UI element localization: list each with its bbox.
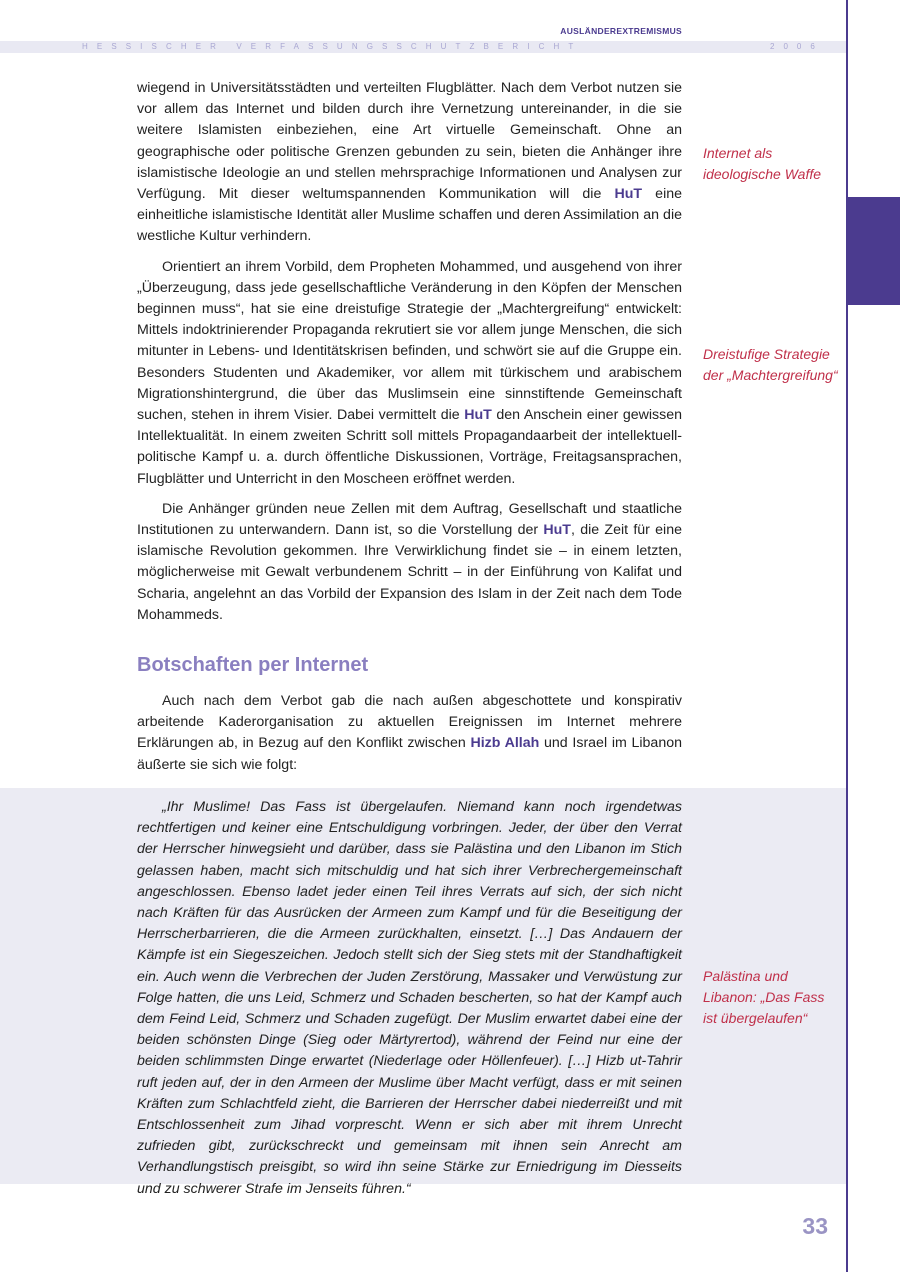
chapter-tab — [848, 197, 900, 305]
body-text — [137, 78, 682, 626]
quotation: „Ihr Muslime! Das Fass ist übergelaufen. Niemand kann noch irgendetwas rechtfertigen und keiner eine Entschuldigung vorbringen. Jeder, der über den Verrat der Herrscher hinwegsieht und darüber, dass sie Palästina und den Libanon im Stich gelassen haben, macht sich mitschuldig und hat sich ihrer Verbrechergemeinschaft angeschlossen. Ebenso ladet jeder einen Teil ihres Verrats auf sich, der sich nicht nach Kräften für das Ausrücken der Armeen zum Kampf und für die Beseitigung der Herrscherbarrieren, die die Armeen zurückhalten, einsetzt. […] Das Andauern der Kämpfe ist ein Siegeszeichen. Jedoch stellt sich der Sieg stets mit der Standhaftigkeit ein. Auch wenn die Verbrechen der Juden Zerstörung, Massaker und Verwüstung zur Folge hatten, die uns Leid, Schmerz und Schaden bescherten, so hat der Kampf auch dem Feind Leid, Schmerz und Schaden zugefügt. Der Muslim erwartet dabei eine der beiden schönsten Dinge (Sieg oder Märtyrertod), während der Feind nur eine der beiden schlimmsten Dinge erwartet (Niederlage oder Höllenfeuer). […] Hizb ut-Tahrir ruft jeden auf, der in den Armeen der Muslime über Macht verfügt, dass er mit seinen Kräften zum Schlachtfeld zieht, die Barrieren der Herrscher dabei niederreißt und mit Entschlossenheit zum Jihad vorprescht. Wenn er sich aber mit ihrem Unrecht zufrieden gibt, zurückschreckt und gemeinsam mit ihnen sein Anrecht am Verhandlungstisch preisgibt, so wird ihn seine Stärke zur Erniedrigung im Diesseits und zu schwerer Strafe im Jenseits führen.“ — [137, 799, 682, 1197]
hut-highlight: HuT — [543, 522, 571, 539]
paragraph-3: Die Anhänger gründen neue Zellen mit dem Auftrag, Gesellschaft und staatliche Institutionen zu unterwandern. Dann ist, so die Vorstellung der HuT, die Zeit für eine islamische Revolution gekommen. Ihre Verwirklichung findet sie – in einem letzten, möglicherweise mit Gewalt verbundenem Schritt – in der Einführung von Kalifat und Scharia, angelehnt an das Vorbild der Expansion des Islam in der Zeit nach dem Tode Mohammeds. — [137, 500, 682, 623]
running-title: HESSISCHER VERFASSUNGSSCHUTZBERICHT — [82, 42, 583, 51]
margin-note-palestine: Palästina und Libanon: „Das Fass ist übergelaufen“ — [703, 968, 825, 1026]
section-label: AUSLÄNDEREXTREMISMUS — [560, 26, 682, 36]
report-year: 2006 — [770, 42, 824, 51]
paragraph-4: Auch nach dem Verbot gab die nach außen abgeschottete und konspirativ arbeitende Kaderorganisation zu aktuellen Ereignissen im Internet mehrere Erklärungen ab, in Bezug auf den Konflikt zwischen Hizb Allah und Israel im Libanon äußerte sie sich wie folgt: — [137, 693, 682, 773]
paragraph-1: wiegend in Universitätsstädten und verteilten Flugblätter. Nach dem Verbot nutzen sie vor allem das Internet und bilden durch ihre Vernetzung untereinander, in die sie weitere Islamisten einbeziehen, eine Art virtuelle Gemeinschaft. Ohne an geographische oder politische Grenzen gebunden zu sein, bieten die Anhänger ihre islamistische Ideologie an und stellen mehrsprachige Informationen und Analysen zur Verfügung. Mit dieser weltumspannenden Kommunikation will die HuT eine einheitliche islamistische Identität aller Muslime schaffen und deren Assimilation an die westliche Kultur verhindern. — [137, 80, 683, 245]
hut-highlight: HuT — [614, 186, 643, 203]
margin-note-internet: Internet als ideologische Waffe — [703, 145, 822, 182]
paragraph-2: Orientiert an ihrem Vorbild, dem Propheten Mohammed, und ausgehend von ihrer „Überzeugung, dass jede gesellschaftliche Veränderung in den Köpfen der Menschen beginnen muss“, hat sie eine dreistufige Strategie der „Machtergreifung“ entwickelt: Mittels indoktrinierender Propaganda rekrutiert sie vor allem junge Menschen, die sich mitunter in Lebens- und Identitätskrisen befinden, und schwört sie auf die Gruppe ein. Besonders Studenten und Akademiker, vor allem mit türkischem und arabischem Migrationshintergrund, die über das Muslimsein eine sinnstiftende Gemeinschaft suchen, stehen in ihrem Visier. Dabei vermittelt die HuT den Anschein einer gewissen Intellektualität. In einem zweiten Schritt soll mittels Propagandaarbeit der intellektuell-politische Kampf u. a. durch öffentliche Diskussionen, Vorträge, Freitagsansprachen, Flugblätter und Unterricht in den Moscheen eröffnet werden. — [137, 258, 682, 487]
section-heading: Botschaften per Internet — [137, 654, 369, 676]
page-number: 33 — [802, 1213, 828, 1239]
hut-highlight: HuT — [464, 407, 492, 424]
hizb-allah-highlight: Hizb Allah — [470, 735, 540, 752]
margin-note-strategy: Dreistufige Strategie der „Machtergreifung“ — [703, 346, 838, 383]
right-margin-rule — [846, 0, 848, 1272]
